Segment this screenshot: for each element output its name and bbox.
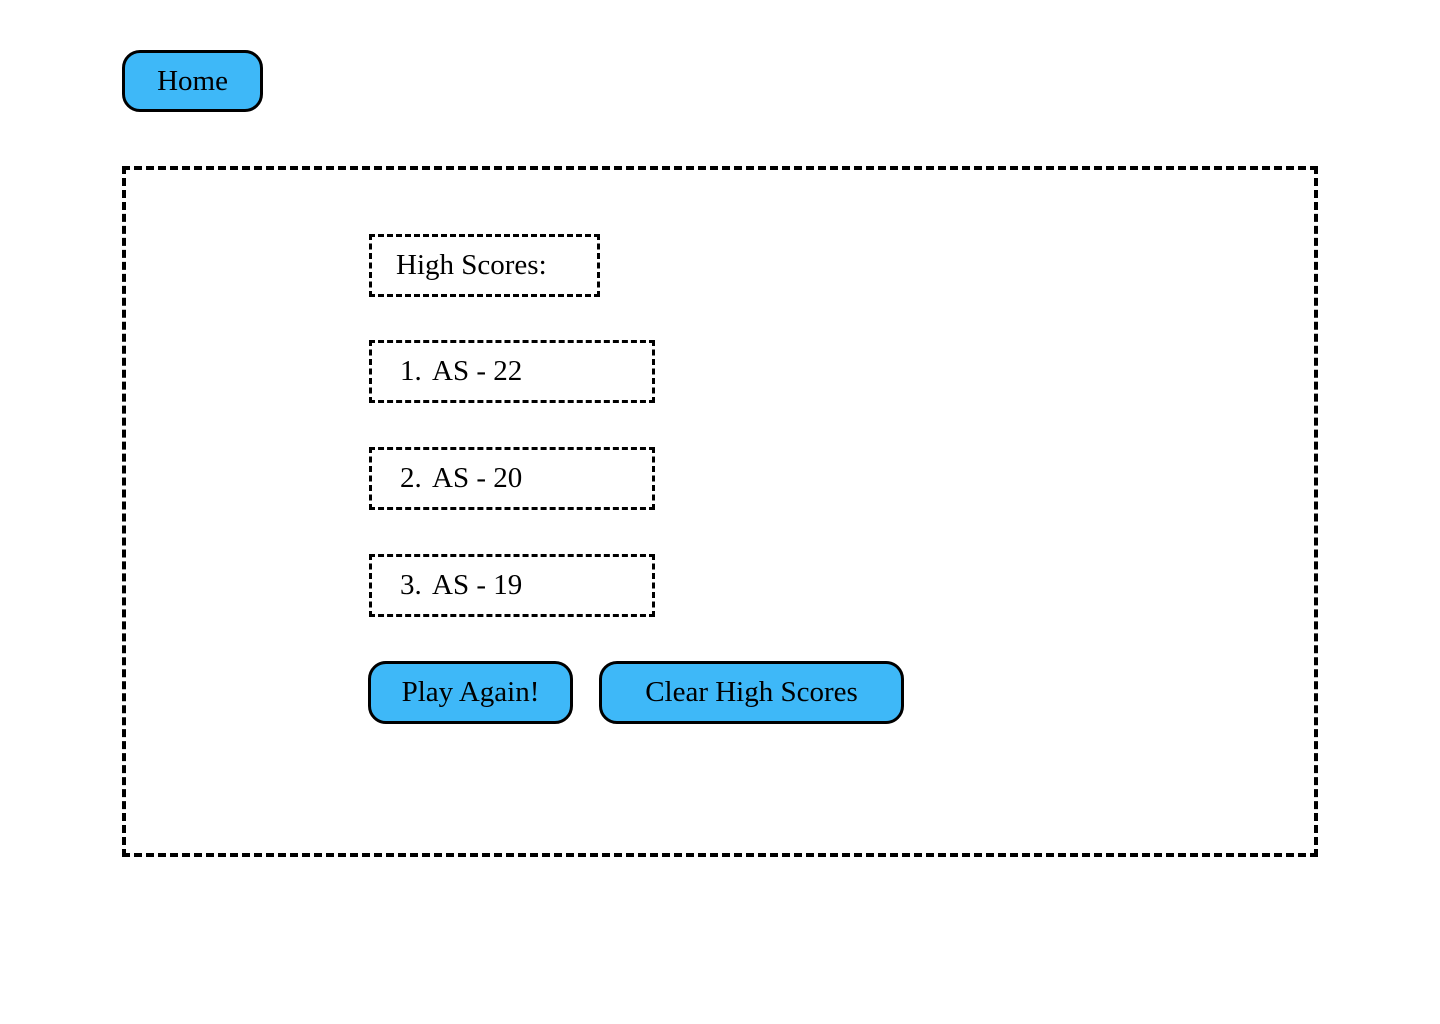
home-button[interactable]: Home	[122, 50, 263, 112]
score-rank: 2.	[400, 462, 422, 494]
score-entry	[369, 340, 655, 403]
score-text: AS - 19	[432, 569, 523, 601]
score-rank: 1.	[400, 355, 422, 387]
high-scores-title	[369, 234, 600, 297]
score-entry	[369, 554, 655, 617]
high-scores-title-text: High Scores:	[396, 249, 547, 281]
score-text: AS - 20	[432, 462, 523, 494]
score-text: AS - 22	[432, 355, 523, 387]
play-again-button[interactable]: Play Again!	[368, 661, 573, 724]
high-scores-panel	[122, 166, 1318, 857]
score-rank: 3.	[400, 569, 422, 601]
clear-high-scores-button[interactable]: Clear High Scores	[599, 661, 904, 724]
score-entry	[369, 447, 655, 510]
